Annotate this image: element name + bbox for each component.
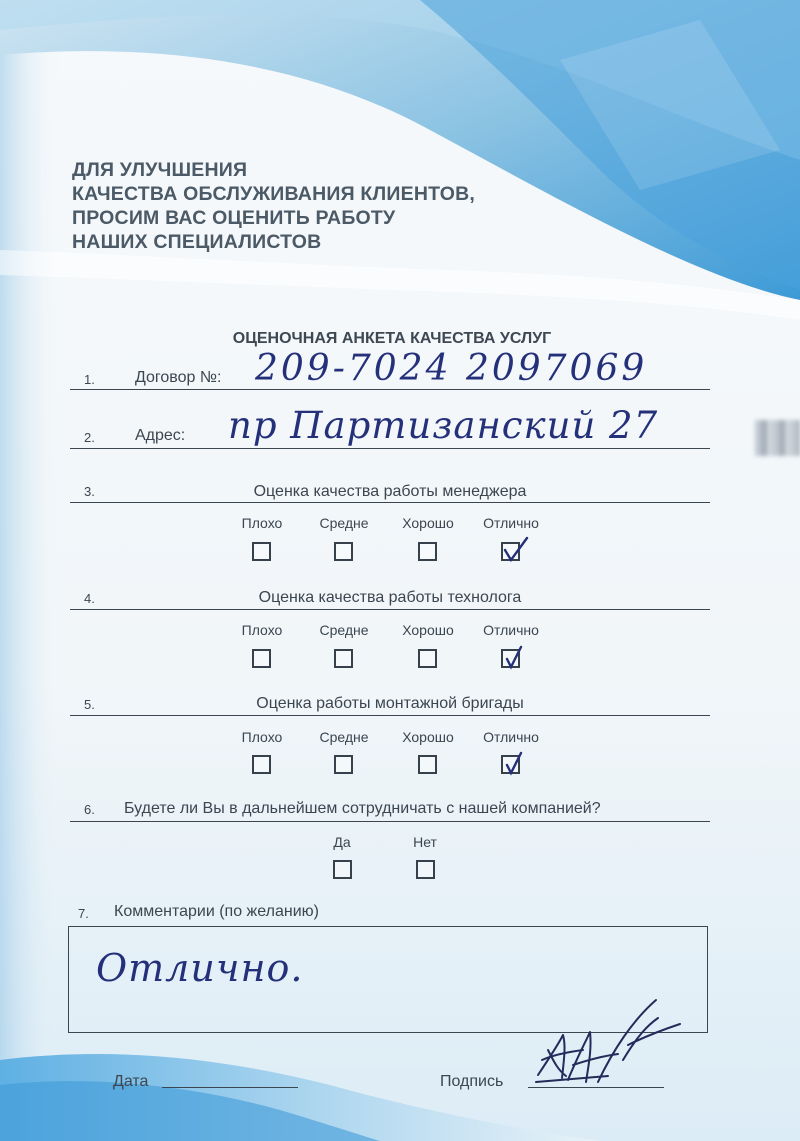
header-line-2: КАЧЕСТВА ОБСЛУЖИВАНИЯ КЛИЕНТОВ, [72, 183, 476, 205]
option-label-excellent: Отлично [483, 622, 539, 638]
manager-rating-title: Оценка качества работы менеджера [253, 483, 527, 500]
technologist-rating-title: Оценка качества работы технолога [258, 589, 522, 606]
cooperation-line [70, 821, 710, 822]
manager-checkbox-good[interactable] [418, 542, 437, 561]
item-number-6: 6. [84, 802, 95, 817]
comments-label: Комментарии (по желанию) [114, 903, 319, 920]
header-line-3: ПРОСИМ ВАС ОЦЕНИТЬ РАБОТУ [72, 207, 396, 229]
option-label-no: Нет [413, 834, 437, 850]
item-number-1: 1. [84, 372, 95, 387]
cooperation-question: Будете ли Вы в дальнейшем сотрудничать с нашей компанией? [124, 800, 601, 817]
contract-number-handwritten[interactable]: 209-7024 2097069 [255, 348, 648, 389]
signature-label: Подпись [440, 1073, 504, 1090]
option-label-good: Хорошо [402, 622, 454, 638]
technologist-checkbox-bad[interactable] [252, 649, 271, 668]
checkmark-icon [499, 536, 529, 566]
header-line-1: ДЛЯ УЛУЧШЕНИЯ [72, 159, 248, 181]
option-label-good: Хорошо [402, 515, 454, 531]
redacted-area [755, 420, 800, 456]
item-number-2: 2. [84, 430, 95, 445]
header-line-4: НАШИХ СПЕЦИАЛИСТОВ [72, 231, 322, 253]
contract-field-line [70, 389, 710, 390]
form-title: ОЦЕНОЧНАЯ АНКЕТА КАЧЕСТВА УСЛУГ [232, 330, 552, 347]
item-number-4: 4. [84, 591, 95, 606]
cooperation-checkbox-yes[interactable] [333, 860, 352, 879]
header-text [72, 158, 475, 254]
manager-rating-line [70, 502, 710, 503]
option-label-excellent: Отлично [483, 515, 539, 531]
address-field-line [70, 448, 710, 449]
option-label-excellent: Отлично [483, 729, 539, 745]
option-label-good: Хорошо [402, 729, 454, 745]
manager-checkbox-bad[interactable] [252, 542, 271, 561]
option-label-bad: Плохо [241, 729, 283, 745]
option-label-average: Средне [319, 622, 369, 638]
handwritten-signature [528, 990, 688, 1095]
checkmark-icon [499, 643, 529, 673]
installation-checkbox-average[interactable] [334, 755, 353, 774]
comments-handwritten[interactable]: Отлично. [96, 946, 304, 990]
installation-checkbox-bad[interactable] [252, 755, 271, 774]
item-number-5: 5. [84, 697, 95, 712]
date-label: Дата [113, 1073, 149, 1090]
option-label-average: Средне [319, 515, 369, 531]
installation-checkbox-good[interactable] [418, 755, 437, 774]
installation-checkbox-excellent[interactable] [501, 755, 520, 774]
option-label-average: Средне [319, 729, 369, 745]
technologist-rating-line [70, 609, 710, 610]
cooperation-checkbox-no[interactable] [416, 860, 435, 879]
option-label-bad: Плохо [241, 515, 283, 531]
technologist-checkbox-average[interactable] [334, 649, 353, 668]
manager-checkbox-average[interactable] [334, 542, 353, 561]
address-handwritten[interactable]: пр Партизанский 27 [228, 404, 659, 447]
address-label: Адрес: [135, 427, 186, 444]
item-number-3: 3. [84, 484, 95, 499]
checkmark-icon [499, 749, 529, 779]
technologist-checkbox-good[interactable] [418, 649, 437, 668]
option-label-bad: Плохо [241, 622, 283, 638]
date-line[interactable] [162, 1087, 298, 1088]
technologist-checkbox-excellent[interactable] [501, 649, 520, 668]
contract-label: Договор №: [135, 369, 222, 386]
item-number-7: 7. [78, 906, 89, 921]
manager-checkbox-excellent[interactable] [501, 542, 520, 561]
installation-team-rating-title: Оценка работы монтажной бригады [256, 695, 524, 712]
option-label-yes: Да [333, 834, 351, 850]
installation-team-rating-line [70, 715, 710, 716]
